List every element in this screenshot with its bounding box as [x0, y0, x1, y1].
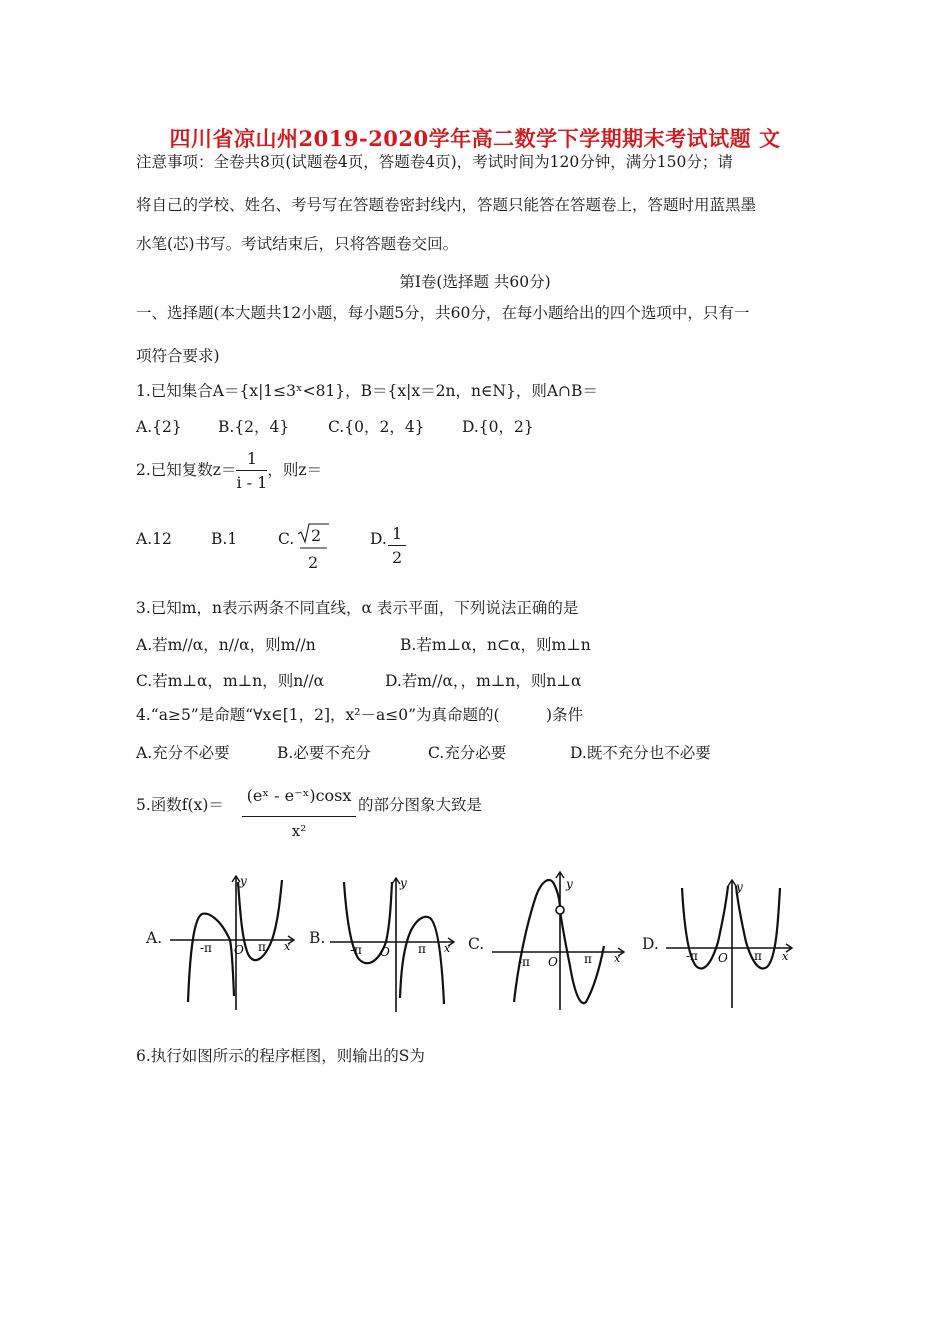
question-2-option-d-denominator: 2: [392, 548, 403, 567]
question-2-option-d-fraction: [388, 526, 406, 566]
question-4-option-c: C.充分必要: [428, 744, 507, 762]
graph-d-pi: π: [754, 949, 762, 963]
graph-c-label: C.: [468, 935, 485, 953]
question-2-option-d: D.: [370, 530, 387, 548]
graph-d-origin: O: [718, 951, 728, 965]
notice-line-2: 将自己的学校、姓名、考号写在答题卷密封线内，答题只能答在答题卷上，答题时用蓝黑墨: [136, 196, 757, 214]
notice-line-1: 注意事项：全卷共8页(试题卷4页，答题卷4页)，考试时间为120分钟，满分150分；请: [136, 153, 733, 171]
graph-d: [664, 874, 798, 1010]
graph-c-y-label: y: [566, 877, 573, 891]
graph-a-label: A.: [146, 929, 163, 947]
question-3-option-c: C.若m⊥α，m⊥n，则n//α: [136, 672, 325, 690]
graph-b-x-label: x: [444, 942, 451, 955]
question-4-option-d: D.既不充分也不必要: [570, 744, 711, 762]
graph-c-x-label: x: [614, 952, 621, 965]
graph-c-neg-pi: -π: [518, 955, 530, 969]
question-2-option-c-denominator: 2: [308, 553, 319, 572]
graph-d-y-label: y: [736, 880, 743, 894]
question-1-stem: 1.已知集合A＝{x|1≤3ˣ<81}，B＝{x|x＝2n，n∈N}，则A∩B＝: [136, 382, 598, 400]
question-2-option-b: B.1: [211, 530, 238, 548]
question-2-fraction: [236, 451, 267, 491]
question-5-numerator: (eˣ - e⁻ˣ)cosx: [246, 786, 352, 805]
question-2-option-a: A.12: [136, 530, 172, 548]
graph-a-neg-pi: -π: [200, 941, 212, 955]
notice-line-3: 水笔(芯)书写。考试结束后，只将答题卷交回。: [136, 235, 459, 253]
question-4-stem: 4.“a≥5”是命题“∀x∈[1，2]，x²－a≤0”为真命题的( )条件: [136, 706, 584, 724]
question-6-stem: 6.执行如图所示的程序框图，则输出的S为: [136, 1047, 425, 1065]
graph-a: [168, 870, 298, 1012]
part1-heading-cont: 项符合要求): [136, 347, 220, 365]
graph-d-label: D.: [642, 935, 659, 953]
question-3-stem: 3.已知m，n表示两条不同直线，α 表示平面，下列说法正确的是: [136, 599, 579, 617]
question-1-option-d: D.{0，2}: [462, 418, 534, 436]
question-4-option-a: A.充分不必要: [136, 744, 230, 762]
graph-a-origin: O: [234, 943, 244, 957]
graph-c-origin: O: [548, 955, 558, 969]
graph-b-label: B.: [309, 929, 326, 947]
graph-d-x-label: x: [782, 950, 789, 963]
graph-c-pi: π: [584, 952, 592, 966]
section-title: 第Ⅰ卷(选择题 共60分): [399, 273, 551, 291]
question-2-option-c-radicand: 2: [311, 526, 322, 545]
question-5-suffix: 的部分图象大致是: [358, 796, 483, 814]
question-2-numerator: 1: [236, 451, 267, 471]
graph-b-y-label: y: [400, 876, 407, 890]
question-2-option-d-numerator: 1: [388, 526, 406, 546]
question-2-option-c-fraction: [297, 522, 331, 574]
part1-heading: 一、选择题(本大题共12小题，每小题5分，共60分，在每小题给出的四个选项中，只有一: [136, 304, 750, 322]
graph-b: [328, 872, 456, 1014]
question-2-stem: [136, 451, 322, 491]
graph-b-neg-pi: -π: [350, 943, 362, 957]
graph-d-neg-pi: -π: [686, 949, 698, 963]
question-2-option-c: C.: [278, 530, 295, 548]
question-5-denominator: x²: [291, 822, 307, 840]
graph-c-hole-marker: [556, 906, 564, 914]
question-3-option-a: A.若m//α，n//α，则m//n: [136, 636, 316, 654]
question-2-suffix: ，则z＝: [267, 461, 323, 479]
graph-c: [490, 866, 630, 1012]
question-2-denominator: i - 1: [236, 473, 268, 492]
graph-a-pi: π: [258, 940, 266, 954]
question-2-prefix: 2.已知复数z＝: [136, 461, 237, 479]
question-4-option-b: B.必要不充分: [277, 744, 371, 762]
question-1-option-b: B.{2，4}: [218, 418, 290, 436]
question-5-fraction-bar: [242, 816, 356, 817]
graph-a-x-label: x: [284, 940, 291, 953]
graph-b-pi: π: [418, 942, 426, 956]
question-3-option-b: B.若m⊥α，n⊂α，则m⊥n: [400, 636, 591, 654]
document-title: 四川省凉山州2019-2020学年高二数学下学期期末考试试题 文: [169, 126, 781, 151]
graph-a-y-label: y: [240, 874, 247, 888]
question-1-option-c: C.{0，2，4}: [328, 418, 425, 436]
question-3-option-d: D.若m//α，，m⊥n，则n⊥α: [385, 672, 582, 690]
question-5-prefix: 5.函数f(x)＝: [136, 796, 224, 814]
graph-b-origin: O: [380, 945, 390, 959]
question-1-option-a: A.{2}: [136, 418, 182, 436]
